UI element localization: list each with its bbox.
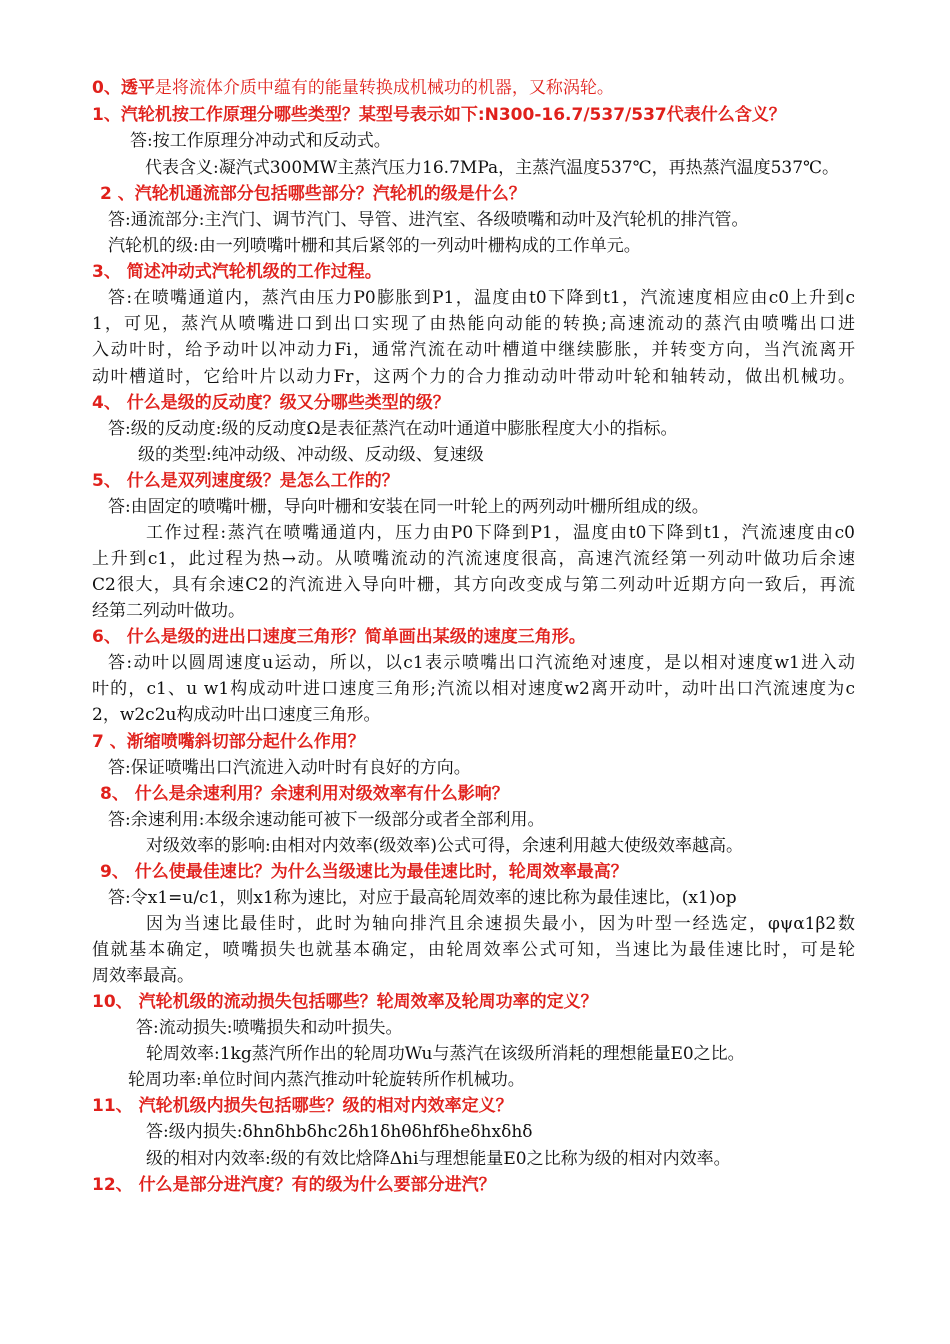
answer-6-line-1: 答:动叶以圆周速度u运动，所以，以c1表示喷嘴出口汽流绝对速度，是以相对速度w1进入动 — [108, 653, 855, 673]
question-4: 4、 什么是级的反动度？级又分哪些类型的级？ — [92, 393, 450, 413]
answer-1-line-2: 代表含义:凝汽式300MW主蒸汽压力16.7MPa，主蒸汽温度537℃，再热蒸汽温度537℃。 — [145, 158, 840, 178]
answer-5-line-1: 答:由固定的喷嘴叶栅，导向叶栅和安装在同一叶轮上的两列动叶栅所组成的级。 — [108, 497, 709, 517]
answer-3-line-2: 1，可见，蒸汽从喷嘴进口到出口实现了由热能向动能的转换;高速流动的蒸汽由喷嘴出口进 — [92, 314, 855, 334]
answer-3-line-4: 动叶槽道时，它给叶片以动力Fr，这两个力的合力推动动叶带动叶轮和轴转动，做出机械功。 — [92, 367, 855, 387]
answer-10-line-1: 答:流动损失:喷嘴损失和动叶损失。 — [136, 1018, 403, 1038]
question-5: 5、 什么是双列速度级？是怎么工作的？ — [92, 471, 399, 491]
answer-9-line-4: 周效率最高。 — [92, 966, 194, 986]
question-11: 11、 汽轮机级内损失包括哪些？级的相对内效率定义？ — [92, 1096, 513, 1116]
answer-6-line-3: 2，w2c2u构成动叶出口速度三角形。 — [92, 705, 381, 725]
answer-5-line-4: C2很大，具有余速C2的汽流进入导向叶栅，其方向改变成与第二列动叶近期方向一致后，再流 — [92, 575, 855, 595]
answer-9-line-3: 值就基本确定，喷嘴损失也就基本确定，由轮周效率公式可知，当速比为最佳速比时，可是轮 — [92, 940, 855, 960]
answer-2-line-1: 答:通流部分:主汽门、调节汽门、导管、进汽室、各级喷嘴和动叶及汽轮机的排汽管。 — [108, 210, 749, 230]
answer-7-line-1: 答:保证喷嘴出口汽流进入动叶时有良好的方向。 — [108, 758, 471, 778]
answer-3-line-1: 答:在喷嘴通道内，蒸汽由压力P0膨胀到P1，温度由t0下降到t1，汽流速度相应由c0上升到c — [108, 288, 855, 308]
answer-1-line-1: 答:按工作原理分冲动式和反动式。 — [130, 131, 391, 151]
question-3: 3、 简述冲动式汽轮机级的工作过程。 — [92, 262, 382, 282]
answer-6-line-2: 叶的，c1、u w1构成动叶进口速度三角形;汽流以相对速度w2离开动叶，动叶出口汽流速度为c — [92, 679, 855, 699]
answer-10-line-2: 轮周效率:1kg蒸汽所作出的轮周功Wu与蒸汽在该级所消耗的理想能量E0之比。 — [146, 1044, 745, 1064]
question-8: 8、 什么是余速利用？余速利用对级效率有什么影响？ — [100, 784, 509, 804]
question-9: 9、 什么使最佳速比？为什么当级速比为最佳速比时，轮周效率最高？ — [100, 862, 628, 882]
answer-9-line-2: 因为当速比最佳时，此时为轴向排汽且余速损失最小，因为叶型一经选定，φψα1β2数 — [146, 914, 855, 934]
question-6: 6、 什么是级的进出口速度三角形？简单画出某级的速度三角形。 — [92, 627, 586, 647]
answer-8-line-1: 答:余速利用:本级余速动能可被下一级部分或者全部利用。 — [108, 810, 545, 830]
answer-3-line-3: 入动叶时，给予动叶以冲动力Fi，通常汽流在动叶槽道中继续膨胀，并转变方向，当汽流离开 — [92, 340, 855, 360]
answer-5-line-3: 上升到c1，此过程为热→动。从喷嘴流动的汽流速度很高，高速汽流经第一列动叶做功后余速 — [92, 549, 855, 569]
answer-4-line-2: 级的类型:纯冲动级、冲动级、反动级、复速级 — [138, 445, 484, 465]
answer-10-line-3: 轮周功率:单位时间内蒸汽推动叶轮旋转所作机械功。 — [128, 1070, 525, 1090]
answer-2-line-2: 汽轮机的级:由一列喷嘴叶栅和其后紧邻的一列动叶栅构成的工作单元。 — [108, 236, 641, 256]
answer-11-line-2: 级的相对内效率:级的有效比焓降Δhi与理想能量E0之比称为级的相对内效率。 — [146, 1149, 731, 1169]
q0-rest: 是将流体介质中蕴有的能量转换成机械功的机器，又称涡轮。 — [154, 78, 614, 98]
answer-5-line-5: 经第二列动叶做功。 — [92, 601, 245, 621]
answer-11-line-1: 答:级内损失:δhnδhbδhc2δh1δhθδhfδheδhxδhδ — [146, 1122, 533, 1142]
q0-term: 0、透平 — [92, 78, 155, 98]
question-2: 2 、汽轮机通流部分包括哪些部分？汽轮机的级是什么？ — [100, 184, 526, 204]
q0-line — [92, 75, 614, 101]
question-7: 7 、渐缩喷嘴斜切部分起什么作用？ — [92, 732, 365, 752]
answer-8-line-2: 对级效率的影响:由相对内效率(级效率)公式可得，余速利用越大使级效率越高。 — [146, 836, 743, 856]
answer-9-line-1: 答:令x1=u/c1，则x1称为速比，对应于最高轮周效率的速比称为最佳速比，(x1)op — [108, 888, 737, 908]
answer-4-line-1: 答:级的反动度:级的反动度Ω是表征蒸汽在动叶通道中膨胀程度大小的指标。 — [108, 419, 678, 439]
question-1: 1、汽轮机按工作原理分哪些类型？某型号表示如下:N300-16.7/537/537代表什么含义？ — [92, 105, 786, 125]
answer-5-line-2: 工作过程:蒸汽在喷嘴通道内，压力由P0下降到P1，温度由t0下降到t1，汽流速度由c0 — [146, 523, 855, 543]
question-10: 10、 汽轮机级的流动损失包括哪些？轮周效率及轮周功率的定义？ — [92, 992, 598, 1012]
question-12: 12、 什么是部分进汽度？有的级为什么要部分进汽？ — [92, 1175, 496, 1195]
